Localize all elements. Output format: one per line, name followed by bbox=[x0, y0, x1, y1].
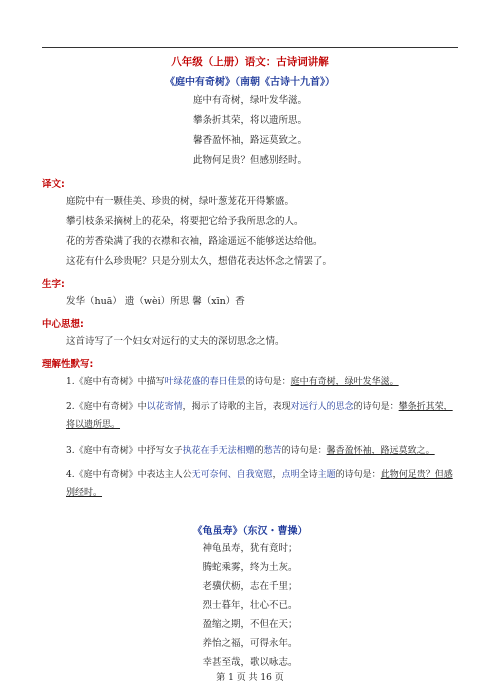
page-footer: 第 1 页 共 16 页 bbox=[216, 673, 284, 683]
poem2-line: 盈缩之期，不但在天； bbox=[202, 619, 298, 630]
theme-label: 中心思想: bbox=[42, 319, 84, 330]
practice-label: 理解性默写: bbox=[42, 359, 94, 370]
poem2-line: 幸甚至哉，歌以咏志。 bbox=[202, 657, 298, 668]
theme-text: 这首诗写了一个妇女对远行的丈夫的深切思念之情。 bbox=[66, 336, 285, 347]
poem2-line: 养怡之福，可得永年。 bbox=[202, 638, 298, 649]
poem2-line: 老骥伏枥，志在千里； bbox=[202, 581, 298, 592]
translation-label: 译文: bbox=[42, 179, 65, 190]
practice-item-3: 3.《庭中有奇树》中抒写女子执花在手无法相赠的愁苦的诗句是：馨香盈怀袖，路远莫致之。 bbox=[66, 446, 435, 456]
poem1-heading: 《庭中有奇树》（南朝《古诗十九首》） bbox=[165, 77, 335, 88]
practice-item-4: 4.《庭中有奇树》中表达主人公无可奈何、自我宽慰，点明全诗主题的诗句是：此物何足贵？但感别经时。 bbox=[66, 470, 453, 498]
header-rule bbox=[42, 47, 458, 48]
poem1-line: 庭中有奇树，绿叶发华滋。 bbox=[192, 95, 307, 106]
poem2-line: 腾蛇乘雾，终为土灰。 bbox=[202, 562, 298, 573]
page-title: 八年级（上册）语文：古诗词讲解 bbox=[171, 56, 329, 68]
vocab-label: 生字: bbox=[42, 279, 65, 290]
translation-line: 花的芳香染满了我的衣襟和衣袖，路途遥远不能够送达给他。 bbox=[66, 236, 323, 247]
translation-line: 庭院中有一颗佳美、珍贵的树，绿叶葱茏花开得繁盛。 bbox=[66, 196, 295, 207]
practice-item-2: 2.《庭中有奇树》中以花寄情，揭示了诗歌的主旨，表现对远行人的思念的诗句是：攀条折其荣，将以遗所思。 bbox=[66, 402, 453, 430]
vocab-text: 发华（huā） 遗（wèi）所思 馨（xīn）香 bbox=[66, 296, 245, 307]
poem2-line: 烈士暮年，壮心不已。 bbox=[202, 600, 298, 611]
poem2-line: 神龟虽寿，犹有竟时； bbox=[202, 543, 298, 554]
practice-item-1: 1.《庭中有奇树》中描写叶绿花盛的春日佳景的诗句是：庭中有奇树，绿叶发华滋。 bbox=[66, 377, 399, 387]
poem1-line: 此物何足贵？但感别经时。 bbox=[192, 155, 307, 166]
translation-line: 攀引枝条采摘树上的花朵，将要把它给予我所思念的人。 bbox=[66, 216, 304, 227]
poem1-line: 馨香盈怀袖，路远莫致之。 bbox=[192, 135, 307, 146]
translation-line: 这花有什么珍贵呢？只是分别太久，想借花表达怀念之情罢了。 bbox=[66, 256, 333, 267]
poem1-line: 攀条折其荣，将以遗所思。 bbox=[192, 115, 307, 126]
poem2-heading: 《龟虽寿》（东汉・曹操） bbox=[192, 526, 308, 537]
